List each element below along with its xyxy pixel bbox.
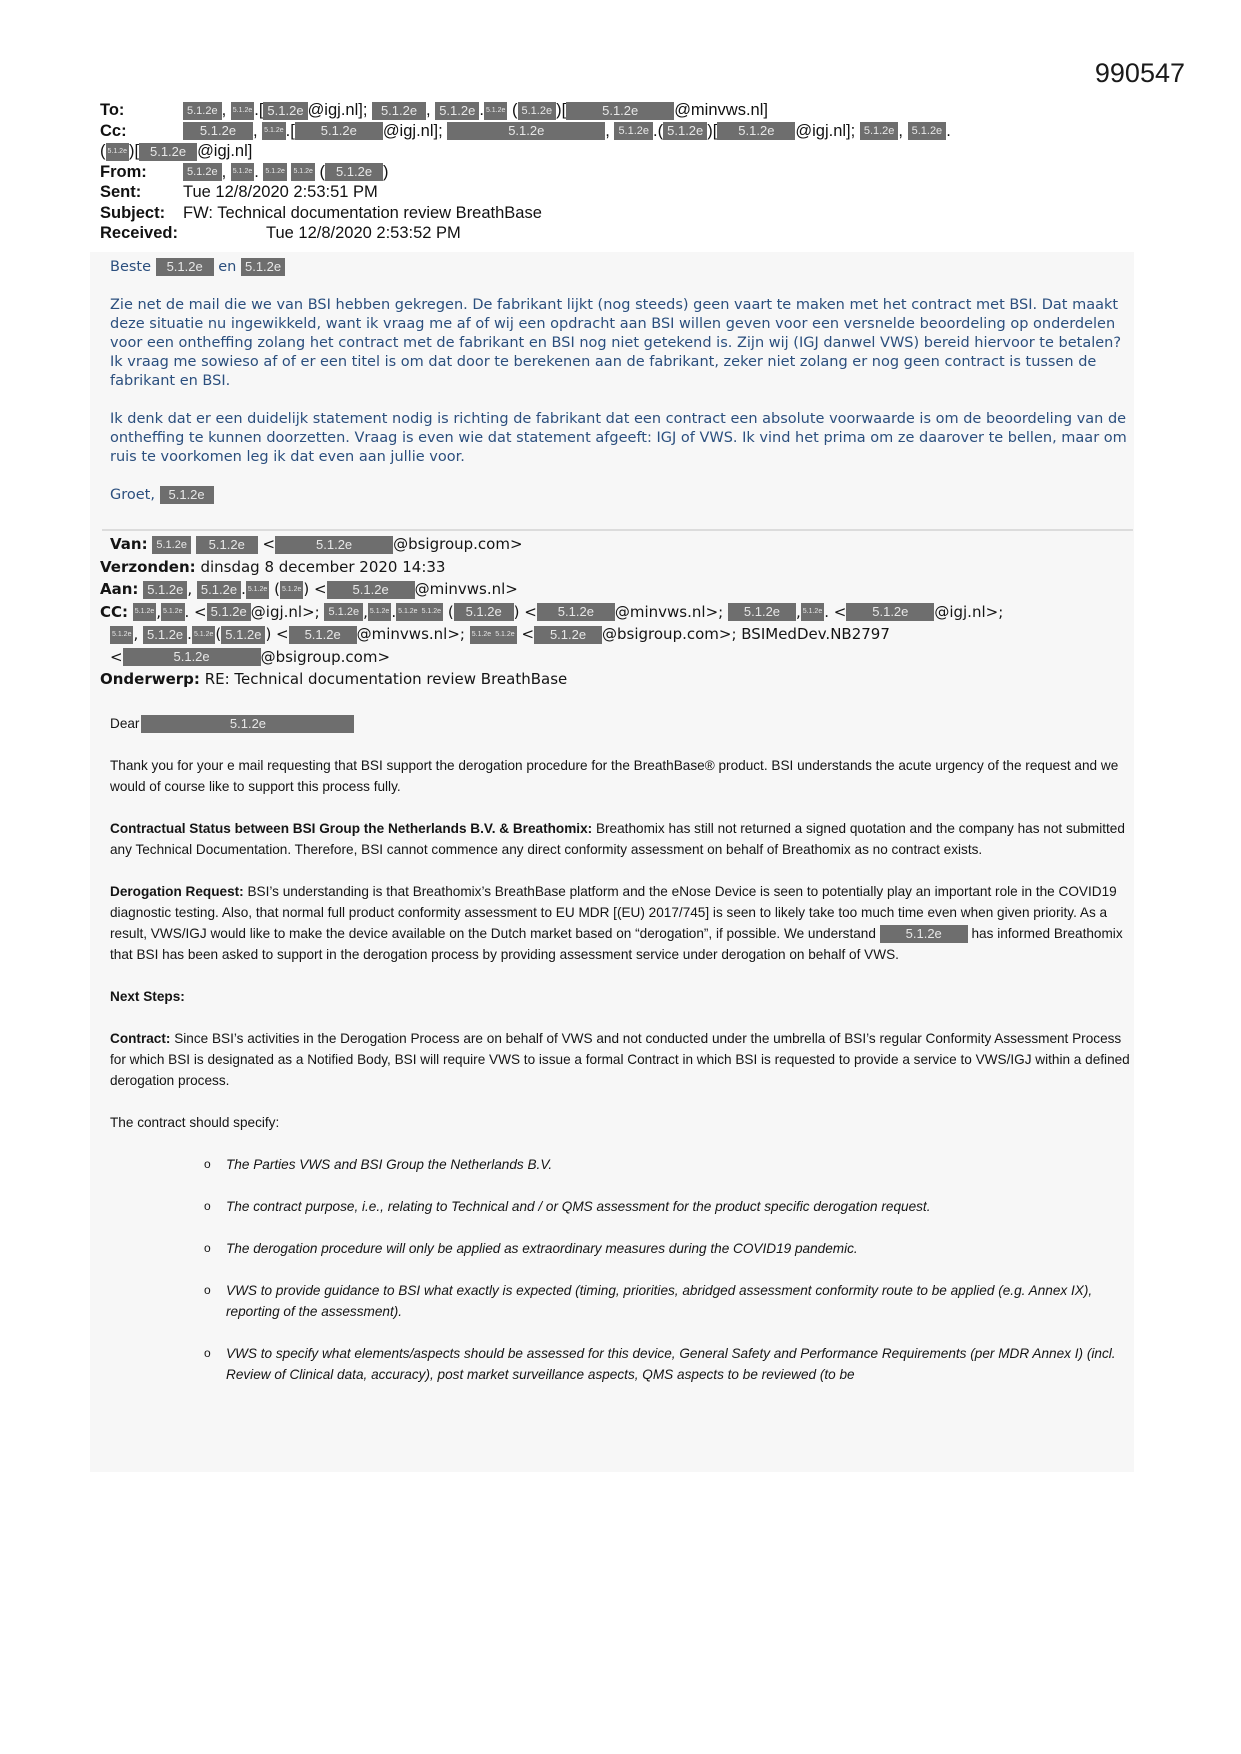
redaction: 5.1.2e xyxy=(368,603,391,621)
redaction: 5.1.2e xyxy=(123,648,261,666)
from-row xyxy=(100,162,1150,183)
van-row: Van: 5.1.2e 5.1.2e < 5.1.2e @bsigroup.com> xyxy=(110,535,523,553)
email-domain: @igj.nl] xyxy=(197,142,253,160)
redaction: 5.1.2e xyxy=(295,122,383,140)
email-domain: @igj.nl]; xyxy=(307,101,368,119)
sent-label: Sent: xyxy=(100,183,142,201)
redaction: 5.1.2e xyxy=(534,626,602,644)
redaction: 5.1.2e xyxy=(447,122,605,140)
greeting-join: en xyxy=(218,259,237,275)
redaction: 5.1.2e xyxy=(325,163,383,181)
from-label: From: xyxy=(100,162,147,181)
redaction: 5.1.2e xyxy=(263,102,307,120)
cc-label: CC: xyxy=(100,602,129,621)
list-item xyxy=(204,1196,1130,1217)
bullet-circle-icon: o xyxy=(204,1199,211,1213)
subject-value: FW: Technical documentation review BreathBase xyxy=(183,203,542,222)
email-domain: @minvws.nl] xyxy=(674,101,768,119)
redaction: 5.1.2e xyxy=(614,122,653,140)
redaction: 5.1.2e xyxy=(454,603,514,621)
redaction: 5.1.2e xyxy=(324,603,363,621)
van-label: Van: xyxy=(110,535,148,553)
list-item-text: The contract purpose, i.e., relating to Technical and / or QMS assessment for the product specific derogation request. xyxy=(226,1199,931,1214)
derogation-request-paragraph xyxy=(110,881,1130,965)
intro-paragraph: Thank you for your e mail requesting that BSI support the derogation procedure for the BreathBase® product. BSI understands the acute urgency of the request and we would of course like to support this process fully. xyxy=(110,758,1119,794)
redaction: 5.1.2e xyxy=(420,603,443,621)
email-domain: @minvws.nl>; xyxy=(356,625,465,643)
email-domain: @igj.nl]; xyxy=(795,121,856,140)
outer-email-header xyxy=(100,100,1150,244)
to-label: To: xyxy=(100,101,125,119)
redaction: 5.1.2e xyxy=(537,603,615,621)
redaction: 5.1.2e xyxy=(143,581,187,599)
redaction: 5.1.2e xyxy=(161,603,184,621)
contractual-status-text: Breathomix has still not returned a signed quotation and the company has not submitted any Technical Documentation. Therefore, BSI cannot commence any direct conformity assessment on behalf of Breathomix as no contract exists. xyxy=(110,821,1125,857)
cc-recipients: 5.1.2e , 5.1.2e .[ 5.1.2e @igj.nl]; 5.1.2e , 5.1.2e .( 5.1.2e )[ 5.1.2e @igj.nl]; 5.1.2e , 5.1.2e . xyxy=(183,121,951,142)
redaction: 5.1.2e xyxy=(141,715,354,733)
derogation-request-text: BSI’s understanding is that Breathomix’s BreathBase platform and the eNose Device is seen to potentially play an important role in the COVID19 diagnostic testing. Also, that normal full product conformity assessment to EU MDR [(EU) 2017/745] is seen to likely take too much time even when given priority. As a result, VWS/IGJ would like to make the device available on the Dutch market based on “derogation”, if possible. We understand xyxy=(110,884,1117,941)
contract-should-specify: The contract should specify: xyxy=(110,1115,280,1130)
redaction: 5.1.2e xyxy=(717,122,795,140)
redaction: 5.1.2e xyxy=(160,486,214,504)
forward-note xyxy=(110,258,1130,524)
received-value: Tue 12/8/2020 2:53:52 PM xyxy=(266,224,461,242)
cc-row-continued xyxy=(100,141,1150,162)
redaction: 5.1.2e xyxy=(197,581,241,599)
cc-row xyxy=(100,121,1150,142)
to-recipients: 5.1.2e , 5.1.2e .[ 5.1.2e @igj.nl]; 5.1.2e , 5.1.2e . 5.1.2e ( 5.1.2e )[ 5.1.2e @minvws.nl] xyxy=(183,100,768,121)
email-domain: @igj.nl>; xyxy=(934,602,1004,621)
redaction: 5.1.2e xyxy=(801,603,824,621)
cc-row: CC: 5.1.2e , 5.1.2e . < 5.1.2e @igj.nl>; 5.1.2e , 5.1.2e . 5.1.2e 5.1.2e ( 5.1.2e ) < 5.1.2e @minvws.nl>; 5.1.2e , 5.1.2e . < 5.1.2e @igj.nl>; xyxy=(100,602,1004,621)
redaction: 5.1.2e xyxy=(152,536,191,554)
redaction: 5.1.2e xyxy=(221,626,265,644)
redaction: 5.1.2e xyxy=(470,626,493,644)
email-domain: @minvws.nl>; xyxy=(614,602,724,621)
redaction: 5.1.2e xyxy=(908,122,947,140)
redaction: 5.1.2e xyxy=(280,581,303,599)
note-paragraph-2: Ik denk dat er een duidelijk statement nodig is richting de fabrikant dat een contract een absolute voorwaarde is om de beoordeling van de ontheffing te kunnen doorzetten. Vraag is even wie dat statement afgeeft: IGJ of VWS. Ik vind het prima om ze daarover te bellen, maar om ruis te voorkomen leg ik dat even aan jullie voor. xyxy=(110,411,1127,465)
from-sender: 5.1.2e , 5.1.2e . 5.1.2e 5.1.2e ( 5.1.2e ) xyxy=(183,162,389,183)
note-greeting xyxy=(110,258,1130,277)
redaction: 5.1.2e xyxy=(484,102,507,120)
redaction: 5.1.2e xyxy=(846,603,934,621)
forwarded-message-body xyxy=(110,713,1130,1406)
redaction: 5.1.2e xyxy=(396,603,419,621)
note-paragraph-1: Zie net de mail die we van BSI hebben gekregen. De fabrikant lijkt (nog steeds) geen vaart te maken met het contract met BSI. Dat maakt deze situatie nu ingewikkeld, want ik vraag me af of wij een opdracht aan BSI willen geven voor een versnelde beoordeling op onderdelen voor een ontheffing zolang het contract met de fabrikant en BSI nog niet getekend is. Zijn wij (IGJ danwel VWS) bereid hiervoor te betalen? Ik vraag me sowieso af of er een titel is om dat door te berekenen aan de fabrikant, zeker niet zolang er nog geen contract is tussen de fabrikant en BSI. xyxy=(110,297,1122,389)
email-domain: @bsigroup.com> xyxy=(260,647,391,666)
aan-label: Aan: xyxy=(100,580,139,598)
redaction: 5.1.2e xyxy=(518,102,557,120)
redaction: 5.1.2e xyxy=(231,102,254,120)
redaction: 5.1.2e xyxy=(196,536,258,554)
redaction: 5.1.2e xyxy=(231,163,254,181)
redaction: 5.1.2e xyxy=(262,122,285,140)
redaction: 5.1.2e xyxy=(275,536,393,554)
bullet-circle-icon: o xyxy=(204,1283,211,1297)
received-label: Received: xyxy=(100,224,178,242)
salutation xyxy=(110,713,1130,734)
redaction: 5.1.2e xyxy=(372,102,426,120)
forwarded-header xyxy=(100,533,1150,691)
list-item xyxy=(204,1238,1130,1259)
redaction: 5.1.2e xyxy=(183,163,222,181)
email-domain: @igj.nl]; xyxy=(382,121,443,140)
redaction: 5.1.2e xyxy=(246,581,269,599)
bullet-circle-icon: o xyxy=(204,1346,211,1360)
redaction: 5.1.2e xyxy=(110,626,133,644)
subject-label: Subject: xyxy=(100,203,166,222)
redaction: 5.1.2e xyxy=(241,258,285,276)
redaction: 5.1.2e xyxy=(207,603,251,621)
redaction: 5.1.2e xyxy=(263,163,286,181)
redaction: 5.1.2e xyxy=(291,163,314,181)
contract-heading: Contract: xyxy=(110,1031,171,1046)
signoff-text: Groet, xyxy=(110,487,155,503)
onderwerp-label: Onderwerp: xyxy=(100,670,200,688)
redaction: 5.1.2e xyxy=(143,626,187,644)
to-row xyxy=(100,100,1150,121)
bullet-circle-icon: o xyxy=(204,1241,211,1255)
list-item xyxy=(204,1280,1130,1322)
redaction: 5.1.2e xyxy=(183,102,222,120)
separator-line xyxy=(102,529,1133,531)
redaction: 5.1.2e xyxy=(133,603,156,621)
list-item-text: VWS to specify what elements/aspects should be assessed for this device, General Safety and Performance Requirements (per MDR Annex I) (incl. Review of Clinical data, accuracy), post market surveillance aspects, QMS aspects to be reviewed (to be xyxy=(226,1346,1116,1382)
aan-row: Aan: 5.1.2e , 5.1.2e . 5.1.2e ( 5.1.2e ) < 5.1.2e @minvws.nl> xyxy=(100,580,518,598)
salutation-text: Dear xyxy=(110,716,140,731)
sent-row xyxy=(100,182,1150,203)
list-item xyxy=(204,1343,1130,1385)
cc-row-continued: 5.1.2e , 5.1.2e . 5.1.2e ( 5.1.2e ) < 5.1.2e @minvws.nl>; 5.1.2e 5.1.2e < 5.1.2e @bsigroup.com>; BSIMedDev.NB2797 xyxy=(112,625,890,643)
redaction: 5.1.2e xyxy=(192,626,215,644)
contractual-status-paragraph xyxy=(110,818,1130,860)
redaction: 5.1.2e xyxy=(183,122,253,140)
cc-recipients-continued: ( 5.1.2e )[ 5.1.2e @igj.nl] xyxy=(100,142,253,160)
redaction: 5.1.2e xyxy=(327,581,415,599)
derogation-request-text-2: has informed Breathomix that BSI has been asked to support in the derogation process by providing assessment service under derogation on behalf of VWS. xyxy=(110,926,1123,962)
email-domain: @bsigroup.com>; BSIMedDev.NB2797 xyxy=(602,625,890,643)
cc-row-continued-2: < 5.1.2e @bsigroup.com> xyxy=(110,647,391,666)
redaction: 5.1.2e xyxy=(493,626,516,644)
received-row xyxy=(100,223,1150,244)
redaction: 5.1.2e xyxy=(566,102,674,120)
contract-requirements-list xyxy=(204,1154,1130,1385)
redaction: 5.1.2e xyxy=(106,143,129,161)
redaction: 5.1.2e xyxy=(289,626,357,644)
note-signoff xyxy=(110,486,1130,505)
list-item-text: The Parties VWS and BSI Group the Netherlands B.V. xyxy=(226,1157,553,1172)
verzonden-label: Verzonden: xyxy=(100,557,196,576)
contractual-status-heading: Contractual Status between BSI Group the Netherlands B.V. & Breathomix: xyxy=(110,821,593,836)
list-item xyxy=(204,1154,1130,1175)
onderwerp-value: RE: Technical documentation review BreathBase xyxy=(204,670,568,688)
redaction: 5.1.2e xyxy=(663,122,707,140)
subject-row xyxy=(100,203,1150,224)
contract-text: Since BSI’s activities in the Derogation Process are on behalf of VWS and not conducted under the umbrella of BSI’s regular Conformity Assessment Process for which BSI is designated as a Notified Body, BSI will require VWS to issue a formal Contract in which BSI is requested to provide a service to VWS/IGJ within a defined derogation process. xyxy=(110,1031,1130,1088)
greeting-text: Beste xyxy=(110,259,152,275)
list-item-text: The derogation procedure will only be applied as extraordinary measures during the COVID19 pandemic. xyxy=(226,1241,858,1256)
email-domain: @minvws.nl> xyxy=(414,580,518,598)
redaction: 5.1.2e xyxy=(435,102,479,120)
verzonden-value: dinsdag 8 december 2020 14:33 xyxy=(200,557,446,576)
redaction: 5.1.2e xyxy=(139,143,197,161)
next-steps-heading xyxy=(110,986,1130,1007)
redaction: 5.1.2e xyxy=(728,603,796,621)
cc-label: Cc: xyxy=(100,121,127,140)
derogation-request-heading: Derogation Request: xyxy=(110,884,244,899)
list-item-text: VWS to provide guidance to BSI what exactly is expected (timing, priorities, abridged assessment conformity route to be applied (e.g. Annex IX), reporting of the assessment). xyxy=(226,1283,1093,1319)
email-domain: @igj.nl>; xyxy=(250,602,320,621)
email-domain: @bsigroup.com> xyxy=(393,535,523,553)
onderwerp-row xyxy=(100,668,1150,691)
sent-value: Tue 12/8/2020 2:53:51 PM xyxy=(183,183,378,201)
verzonden-row xyxy=(100,556,1150,579)
bullet-circle-icon: o xyxy=(204,1157,211,1171)
redaction: 5.1.2e xyxy=(156,258,214,276)
redaction: 5.1.2e xyxy=(860,122,899,140)
contract-paragraph xyxy=(110,1028,1130,1091)
redaction: 5.1.2e xyxy=(880,925,968,943)
next-steps-label: Next Steps: xyxy=(110,989,185,1004)
document-id: 990547 xyxy=(1094,58,1185,88)
